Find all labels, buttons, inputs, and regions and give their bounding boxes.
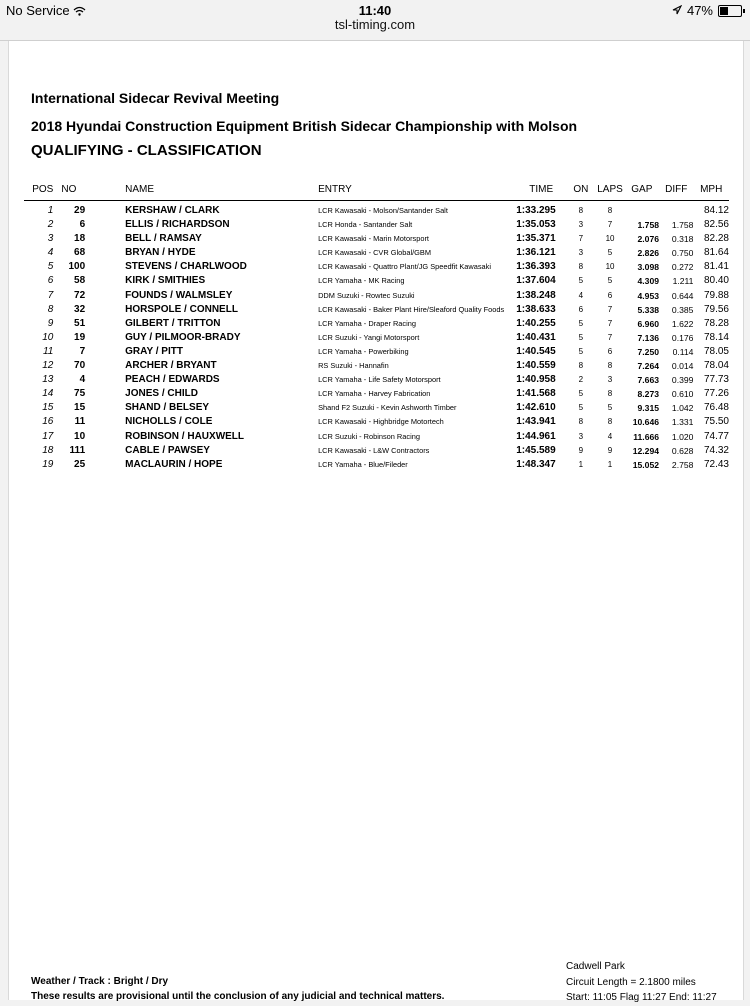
cell-laps: 5 bbox=[607, 276, 613, 286]
cell-entry: LCR Yamaha - Draper Racing bbox=[318, 318, 416, 328]
cell-time: 1:41.568 bbox=[516, 388, 556, 400]
cell-laps: 6 bbox=[607, 290, 613, 300]
cell-laps: 8 bbox=[607, 389, 613, 399]
cell-gap: 9.315 bbox=[637, 403, 660, 414]
cell-entry: LCR Kawasaki - L&W Contractors bbox=[318, 445, 430, 455]
cell-mph: 82.28 bbox=[703, 233, 729, 245]
cell-time: 1:40.255 bbox=[516, 317, 556, 329]
cell-no: 7 bbox=[79, 345, 86, 357]
championship-title: 2018 Hyundai Construction Equipment British Sidecar Championship with Molson bbox=[31, 118, 578, 134]
cell-time: 1:40.559 bbox=[516, 360, 556, 372]
cell-time: 1:38.248 bbox=[516, 289, 556, 301]
cell-mph: 76.48 bbox=[703, 402, 729, 414]
cell-name: PEACH / EDWARDS bbox=[125, 374, 220, 386]
cell-diff: 0.272 bbox=[671, 262, 694, 273]
cell-name: CABLE / PAWSEY bbox=[125, 444, 210, 456]
cell-time: 1:36.393 bbox=[516, 261, 556, 273]
cell-no: 111 bbox=[69, 444, 86, 456]
cell-diff: 1.331 bbox=[671, 417, 694, 428]
cell-pos: 11 bbox=[42, 345, 54, 357]
circuit-info bbox=[566, 959, 717, 1006]
cell-name: KIRK / SMITHIES bbox=[125, 275, 206, 287]
cell-mph: 79.88 bbox=[703, 289, 729, 301]
cell-entry: LCR Kawasaki - Baker Plant Hire/Sleaford Quality Foods bbox=[318, 304, 505, 314]
cell-time: 1:40.958 bbox=[516, 374, 556, 386]
cell-laps: 5 bbox=[607, 248, 613, 258]
cell-no: 29 bbox=[74, 205, 86, 216]
cell-pos: 15 bbox=[42, 402, 54, 414]
cell-no: 72 bbox=[74, 289, 86, 301]
cell-entry: LCR Yamaha - MK Racing bbox=[318, 276, 405, 286]
clock: 11:40 bbox=[358, 3, 392, 18]
cell-name: ROBINSON / HAUXWELL bbox=[125, 430, 245, 442]
cell-entry: LCR Yamaha - Harvey Fabrication bbox=[318, 389, 431, 399]
cell-mph: 79.56 bbox=[703, 303, 729, 315]
cell-gap: 11.666 bbox=[633, 431, 660, 442]
cell-gap: 7.250 bbox=[637, 346, 660, 357]
cell-gap: 12.294 bbox=[632, 445, 660, 456]
cell-gap: 3.098 bbox=[637, 262, 660, 273]
cell-entry: LCR Honda - Santander Salt bbox=[318, 220, 413, 230]
cell-on: 8 bbox=[578, 361, 584, 371]
cell-entry: LCR Suzuki - Robinson Racing bbox=[318, 431, 420, 441]
cell-diff: 0.385 bbox=[671, 304, 694, 315]
cell-on: 1 bbox=[578, 459, 584, 469]
table-row bbox=[24, 232, 729, 246]
session-title: QUALIFYING - CLASSIFICATION bbox=[31, 142, 262, 159]
cell-pos: 1 bbox=[47, 205, 54, 216]
cell-diff: 1.020 bbox=[671, 431, 694, 442]
cell-name: SHAND / BELSEY bbox=[125, 402, 210, 414]
session-times: Start: 11:05 Flag 11:27 End: 11:27 bbox=[566, 992, 717, 1003]
cell-on: 3 bbox=[578, 220, 584, 230]
location-arrow-icon bbox=[672, 3, 682, 18]
cell-name: STEVENS / CHARLWOOD bbox=[125, 261, 247, 273]
cell-no: 32 bbox=[74, 303, 86, 315]
cell-name: MACLAURIN / HOPE bbox=[125, 458, 223, 470]
table-row bbox=[24, 246, 729, 260]
cell-diff: 0.399 bbox=[671, 375, 694, 386]
cell-pos: 6 bbox=[47, 275, 54, 287]
cell-laps: 3 bbox=[607, 375, 613, 385]
cell-name: GUY / PILMOOR-BRADY bbox=[125, 331, 241, 343]
cell-diff: 1.758 bbox=[671, 220, 694, 231]
cell-mph: 78.28 bbox=[703, 317, 729, 329]
cell-name: NICHOLLS / COLE bbox=[125, 416, 213, 428]
cell-no: 51 bbox=[74, 317, 86, 329]
cell-name: JONES / CHILD bbox=[125, 388, 198, 400]
cell-entry: Shand F2 Suzuki - Kevin Ashworth Timber bbox=[318, 403, 457, 413]
table-header-row bbox=[24, 182, 729, 201]
cell-pos: 2 bbox=[47, 219, 54, 231]
cell-on: 7 bbox=[578, 234, 584, 244]
cell-entry: LCR Kawasaki - CVR Global/GBM bbox=[318, 248, 432, 258]
cell-laps: 1 bbox=[607, 459, 613, 469]
cell-diff: 0.644 bbox=[671, 290, 694, 301]
column-header-on: ON bbox=[566, 182, 595, 201]
cell-on: 5 bbox=[578, 403, 584, 413]
table-row bbox=[24, 387, 729, 401]
results-document bbox=[8, 41, 744, 1003]
cell-laps: 7 bbox=[607, 332, 613, 342]
battery-percent: 47% bbox=[686, 3, 713, 18]
column-header-name: NAME bbox=[125, 182, 318, 201]
cell-name: BELL / RAMSAY bbox=[125, 233, 202, 245]
cell-gap: 7.663 bbox=[637, 375, 660, 386]
cell-diff: 0.176 bbox=[671, 332, 694, 343]
cell-on: 8 bbox=[578, 417, 584, 427]
table-body bbox=[24, 201, 729, 472]
column-header-laps: LAPS bbox=[595, 182, 624, 201]
battery-fill bbox=[720, 7, 728, 15]
cell-diff: 1.042 bbox=[671, 403, 694, 414]
cell-pos: 12 bbox=[42, 360, 54, 372]
cell-laps: 9 bbox=[607, 445, 613, 455]
cell-on: 6 bbox=[578, 304, 584, 314]
cell-gap: 1.758 bbox=[637, 220, 660, 231]
cell-no: 10 bbox=[74, 430, 86, 442]
url-bar[interactable]: tsl-timing.com bbox=[334, 17, 416, 32]
cell-gap: 10.646 bbox=[632, 417, 660, 428]
cell-no: 18 bbox=[74, 233, 86, 245]
cell-diff: 1.622 bbox=[671, 318, 694, 329]
cell-no: 25 bbox=[74, 458, 86, 470]
cell-no: 100 bbox=[68, 261, 86, 273]
cell-entry: LCR Suzuki - Yangi Motorsport bbox=[318, 332, 420, 342]
table-row bbox=[24, 317, 729, 331]
cell-time: 1:33.295 bbox=[516, 205, 556, 216]
cell-mph: 77.73 bbox=[703, 374, 729, 386]
cell-no: 75 bbox=[74, 388, 86, 400]
table-row bbox=[24, 415, 729, 429]
cell-mph: 81.64 bbox=[703, 247, 729, 259]
cell-mph: 77.26 bbox=[703, 388, 729, 400]
cell-no: 68 bbox=[74, 247, 86, 259]
cell-pos: 7 bbox=[47, 289, 54, 301]
cell-diff: 2.758 bbox=[671, 459, 694, 470]
cell-laps: 10 bbox=[605, 234, 615, 244]
cell-laps: 8 bbox=[607, 361, 613, 371]
column-header-pos: POS bbox=[24, 182, 57, 201]
status-indicators bbox=[672, 3, 742, 18]
cell-entry: LCR Yamaha - Blue/Fileder bbox=[318, 459, 408, 469]
cell-no: 19 bbox=[74, 331, 86, 343]
cell-gap: 7.136 bbox=[637, 332, 660, 343]
cell-on: 5 bbox=[578, 318, 584, 328]
cell-mph: 82.56 bbox=[703, 219, 729, 231]
table-row bbox=[24, 401, 729, 415]
table-row bbox=[24, 260, 729, 274]
cell-name: KERSHAW / CLARK bbox=[125, 205, 220, 216]
cell-pos: 17 bbox=[42, 430, 54, 442]
cell-mph: 81.41 bbox=[703, 261, 729, 273]
cell-laps: 7 bbox=[607, 220, 613, 230]
cell-no: 4 bbox=[79, 374, 86, 386]
cell-diff: 0.750 bbox=[671, 248, 694, 259]
cell-on: 9 bbox=[578, 445, 584, 455]
cell-diff: 1.211 bbox=[672, 276, 694, 287]
cell-time: 1:45.589 bbox=[516, 444, 556, 456]
cell-entry: LCR Kawasaki - Quattro Plant/JG Speedfit Kawasaki bbox=[318, 262, 491, 272]
cell-laps: 8 bbox=[607, 206, 613, 215]
circuit-length: Circuit Length = 2.1800 miles bbox=[566, 976, 696, 988]
cell-name: GILBERT / TRITTON bbox=[125, 317, 221, 329]
cell-entry: RS Suzuki - Hannafin bbox=[318, 361, 389, 371]
cell-on: 5 bbox=[578, 389, 584, 399]
cell-laps: 4 bbox=[607, 431, 613, 441]
cell-mph: 75.50 bbox=[703, 416, 729, 428]
cell-entry: LCR Kawasaki - Highbridge Motortech bbox=[318, 417, 444, 427]
table-row bbox=[24, 444, 729, 458]
cell-on: 8 bbox=[578, 262, 584, 272]
cell-diff: 0.628 bbox=[671, 445, 694, 456]
cell-name: BRYAN / HYDE bbox=[125, 247, 196, 259]
table-row bbox=[24, 331, 729, 345]
cell-gap: 15.052 bbox=[632, 459, 660, 470]
cell-gap: 6.960 bbox=[637, 318, 660, 329]
cell-name: ELLIS / RICHARDSON bbox=[125, 219, 230, 231]
classification-table bbox=[24, 182, 729, 472]
table-row bbox=[24, 458, 729, 472]
cell-time: 1:35.053 bbox=[516, 219, 556, 231]
table-row bbox=[24, 218, 729, 232]
column-header-no: NO bbox=[57, 182, 125, 201]
cell-laps: 8 bbox=[607, 417, 613, 427]
cell-entry: LCR Yamaha - Life Safety Motorsport bbox=[318, 375, 441, 385]
cell-time: 1:48.347 bbox=[516, 458, 556, 470]
cell-diff: 0.014 bbox=[671, 361, 694, 372]
table-row bbox=[24, 303, 729, 317]
cell-on: 5 bbox=[578, 346, 584, 356]
cell-no: 58 bbox=[74, 275, 86, 287]
cell-gap: 2.076 bbox=[637, 234, 660, 245]
cell-diff bbox=[659, 201, 693, 219]
cell-name: ARCHER / BRYANT bbox=[125, 360, 217, 372]
column-header-entry: ENTRY bbox=[318, 182, 516, 201]
cell-on: 2 bbox=[578, 375, 584, 385]
cell-pos: 5 bbox=[47, 261, 54, 273]
cell-pos: 19 bbox=[42, 458, 54, 470]
cell-no: 70 bbox=[74, 360, 86, 372]
cell-laps: 7 bbox=[607, 304, 613, 314]
cell-gap: 4.953 bbox=[637, 290, 660, 301]
cell-pos: 3 bbox=[47, 233, 54, 245]
provisional-note: These results are provisional until the conclusion of any judicial and technical matters. bbox=[31, 991, 445, 1002]
cell-on: 5 bbox=[578, 332, 584, 342]
cell-pos: 4 bbox=[47, 247, 54, 259]
weather-note: Weather / Track : Bright / Dry bbox=[31, 976, 169, 987]
cell-diff: 0.610 bbox=[671, 389, 694, 400]
cell-mph: 78.04 bbox=[703, 360, 729, 372]
cell-time: 1:38.633 bbox=[516, 303, 556, 315]
cell-pos: 10 bbox=[42, 331, 54, 343]
cell-gap: 7.264 bbox=[637, 361, 660, 372]
cell-name: HORSPOLE / CONNELL bbox=[125, 303, 238, 315]
cell-time: 1:40.431 bbox=[516, 331, 556, 343]
cell-gap: 2.826 bbox=[637, 248, 660, 259]
cell-mph: 74.77 bbox=[703, 430, 729, 442]
venue-name: Cadwell Park bbox=[566, 961, 625, 972]
cell-pos: 18 bbox=[42, 444, 54, 456]
column-header-gap: GAP bbox=[625, 182, 659, 201]
cell-laps: 7 bbox=[607, 318, 613, 328]
cell-gap: 4.309 bbox=[637, 276, 660, 287]
cell-no: 11 bbox=[74, 416, 86, 428]
cell-laps: 6 bbox=[607, 346, 613, 356]
cell-mph: 78.05 bbox=[703, 345, 729, 357]
column-header-time: TIME bbox=[516, 182, 566, 201]
cell-on: 5 bbox=[578, 276, 584, 286]
cell-mph: 72.43 bbox=[703, 458, 729, 470]
cell-diff: 0.114 bbox=[672, 346, 694, 357]
cell-mph: 78.14 bbox=[703, 331, 729, 343]
cell-name: FOUNDS / WALMSLEY bbox=[125, 289, 233, 301]
table-row bbox=[24, 430, 729, 444]
cell-time: 1:42.610 bbox=[516, 402, 556, 414]
cell-pos: 13 bbox=[42, 374, 54, 386]
cell-pos: 9 bbox=[47, 317, 54, 329]
battery-icon bbox=[718, 5, 742, 17]
cell-on: 3 bbox=[578, 431, 584, 441]
cell-pos: 14 bbox=[42, 388, 54, 400]
cell-gap bbox=[625, 201, 659, 219]
cell-entry: LCR Kawasaki - Marin Motorsport bbox=[318, 234, 429, 244]
cell-entry: DDM Suzuki - Rowtec Suzuki bbox=[318, 290, 415, 300]
table-row bbox=[24, 201, 729, 219]
cell-entry: LCR Yamaha - Powerbiking bbox=[318, 346, 409, 356]
cell-pos: 8 bbox=[47, 303, 54, 315]
cell-time: 1:43.941 bbox=[516, 416, 556, 428]
column-header-diff: DIFF bbox=[659, 182, 693, 201]
cell-time: 1:35.371 bbox=[516, 233, 556, 245]
table-row bbox=[24, 359, 729, 373]
cell-on: 3 bbox=[578, 248, 584, 258]
cell-gap: 5.338 bbox=[637, 304, 660, 315]
cell-laps: 5 bbox=[607, 403, 613, 413]
table-row bbox=[24, 373, 729, 387]
carrier-label: No Service bbox=[6, 3, 70, 18]
cell-time: 1:36.121 bbox=[516, 247, 556, 259]
cell-name: GRAY / PITT bbox=[125, 345, 183, 357]
cell-no: 15 bbox=[74, 402, 86, 414]
cell-laps: 10 bbox=[605, 262, 615, 272]
event-title: International Sidecar Revival Meeting bbox=[31, 90, 280, 106]
cell-on: 8 bbox=[578, 206, 584, 215]
cell-pos: 16 bbox=[42, 416, 54, 428]
cell-on: 4 bbox=[578, 290, 584, 300]
cell-time: 1:37.604 bbox=[516, 275, 556, 287]
cell-gap: 8.273 bbox=[637, 389, 660, 400]
table-row bbox=[24, 274, 729, 288]
cell-entry: LCR Kawasaki - Molson/Santander Salt bbox=[318, 206, 448, 215]
cell-mph: 74.32 bbox=[703, 444, 729, 456]
cell-no: 6 bbox=[79, 219, 86, 231]
table-row bbox=[24, 289, 729, 303]
table-row bbox=[24, 345, 729, 359]
column-header-mph: MPH bbox=[693, 182, 729, 201]
cell-time: 1:40.545 bbox=[516, 345, 556, 357]
cell-time: 1:44.961 bbox=[516, 430, 556, 442]
cell-mph: 84.12 bbox=[703, 205, 729, 216]
cell-diff: 0.318 bbox=[671, 234, 694, 245]
cell-mph: 80.40 bbox=[703, 275, 729, 287]
